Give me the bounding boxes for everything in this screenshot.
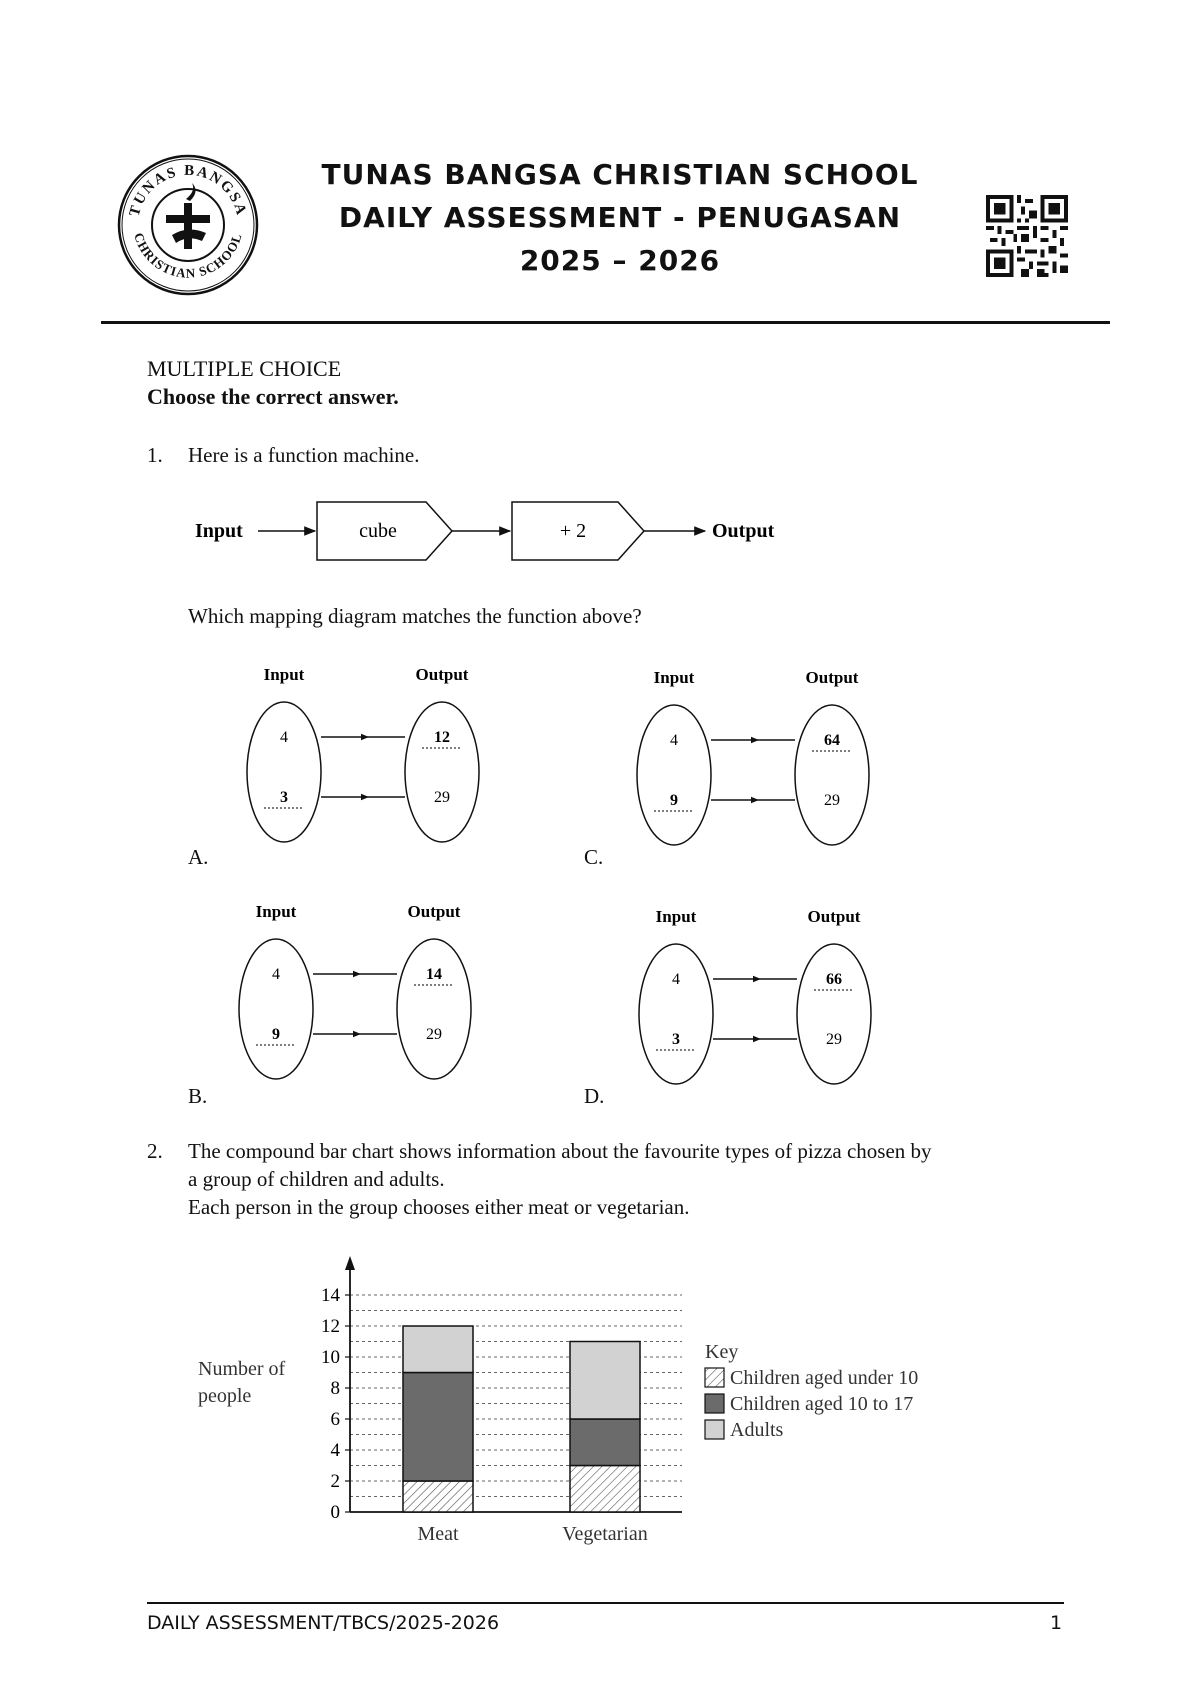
input-value-top: 4 (672, 971, 680, 988)
input-value-top: 4 (280, 729, 288, 746)
mapping-output-label: Output (407, 902, 461, 921)
x-category-label: Meat (417, 1523, 459, 1545)
machine-output-label: Output (712, 520, 775, 542)
output-set-ellipse (397, 939, 471, 1079)
y-tick-label: 2 (330, 1471, 340, 1492)
option-letter[interactable]: C. (584, 845, 604, 869)
q2-line-1: The compound bar chart shows information about the favourite types of pizza chosen by (188, 1139, 932, 1163)
bar-segment (403, 1326, 473, 1373)
input-set-ellipse (637, 705, 711, 845)
input-value-top: 4 (272, 966, 280, 983)
output-set-ellipse (797, 944, 871, 1084)
footer-divider (147, 1602, 1064, 1604)
page-number: 1 (1050, 1612, 1063, 1634)
output-value-top: 66 (826, 971, 842, 988)
q1-number: 1. (147, 443, 163, 467)
q2-line-3: Each person in the group chooses either meat or vegetarian. (188, 1195, 690, 1219)
bar-segment (403, 1373, 473, 1482)
bar-segment (570, 1419, 640, 1466)
mapping-input-label: Input (655, 907, 697, 926)
input-value-bottom: 3 (672, 1031, 680, 1048)
machine-box-plus2: + 2 (559, 520, 587, 542)
y-tick-label: 10 (321, 1347, 340, 1368)
legend-title: Key (705, 1341, 739, 1363)
output-set-ellipse (795, 705, 869, 845)
function-machine (190, 498, 810, 564)
mapping-diagram-option[interactable] (632, 904, 892, 1094)
y-axis-label: Number of (198, 1358, 286, 1380)
y-tick-label: 8 (330, 1378, 340, 1399)
option-letter[interactable]: D. (584, 1084, 605, 1108)
academic-year: 2025 – 2026 (519, 244, 721, 277)
y-tick-label: 4 (330, 1440, 340, 1461)
mapping-diagram-option[interactable] (232, 899, 492, 1089)
y-tick-label: 14 (321, 1285, 340, 1306)
q1-text: Here is a function machine. (188, 443, 420, 467)
svg-text:TUNAS BANGSA: TUNAS BANGSA (126, 162, 250, 219)
mapping-diagram-option[interactable] (240, 662, 500, 852)
output-set-ellipse (405, 702, 479, 842)
mapping-diagram-option[interactable] (630, 665, 890, 855)
section-title: MULTIPLE CHOICE (147, 356, 342, 381)
bar-segment (570, 1466, 640, 1513)
option-letter[interactable]: A. (188, 845, 209, 869)
y-axis-label: people (198, 1385, 252, 1407)
school-name: TUNAS BANGSA CHRISTIAN SCHOOL (321, 158, 919, 191)
input-value-bottom: 9 (272, 1026, 280, 1043)
mapping-output-label: Output (415, 665, 469, 684)
output-value-top: 14 (426, 966, 442, 983)
q1-question: Which mapping diagram matches the function above? (188, 604, 642, 628)
q2-number: 2. (147, 1139, 163, 1163)
q2-line-2: a group of children and adults. (188, 1167, 445, 1191)
output-value-top: 12 (434, 729, 450, 746)
header-divider (101, 321, 1110, 324)
input-value-top: 4 (670, 732, 678, 749)
legend-label: Children aged under 10 (730, 1367, 919, 1389)
qr-code (986, 195, 1068, 277)
mapping-input-label: Input (653, 668, 695, 687)
output-value-bottom: 29 (826, 1031, 842, 1048)
y-tick-label: 0 (330, 1502, 340, 1523)
legend-label: Adults (730, 1419, 784, 1441)
machine-box-cube: cube (359, 520, 397, 542)
mapping-output-label: Output (805, 668, 859, 687)
input-value-bottom: 9 (670, 792, 678, 809)
bar-segment (570, 1342, 640, 1420)
output-value-bottom: 29 (434, 789, 450, 806)
output-value-bottom: 29 (824, 792, 840, 809)
section-instruction: Choose the correct answer. (147, 384, 399, 409)
mapping-input-label: Input (263, 665, 305, 684)
bar-segment (403, 1481, 473, 1512)
school-logo (116, 153, 260, 297)
svg-text:CHRISTIAN SCHOOL: CHRISTIAN SCHOOL (131, 230, 245, 281)
y-axis-arrow (345, 1256, 355, 1270)
machine-input-label: Input (195, 520, 243, 542)
input-set-ellipse (239, 939, 313, 1079)
footer-label: DAILY ASSESSMENT/TBCS/2025-2026 (147, 1612, 500, 1634)
legend-swatch (705, 1394, 724, 1413)
mapping-input-label: Input (255, 902, 297, 921)
input-set-ellipse (639, 944, 713, 1084)
x-category-label: Vegetarian (562, 1523, 648, 1545)
y-tick-label: 12 (321, 1316, 340, 1337)
input-value-bottom: 3 (280, 789, 288, 806)
mapping-output-label: Output (807, 907, 861, 926)
output-value-top: 64 (824, 732, 840, 749)
input-set-ellipse (247, 702, 321, 842)
legend-swatch (705, 1368, 724, 1387)
output-value-bottom: 29 (426, 1026, 442, 1043)
assessment-title: DAILY ASSESSMENT - PENUGASAN (338, 201, 902, 234)
option-letter[interactable]: B. (188, 1084, 208, 1108)
y-tick-label: 6 (330, 1409, 340, 1430)
legend-label: Children aged 10 to 17 (730, 1393, 914, 1415)
legend-swatch (705, 1420, 724, 1439)
pizza-bar-chart (190, 1250, 970, 1555)
